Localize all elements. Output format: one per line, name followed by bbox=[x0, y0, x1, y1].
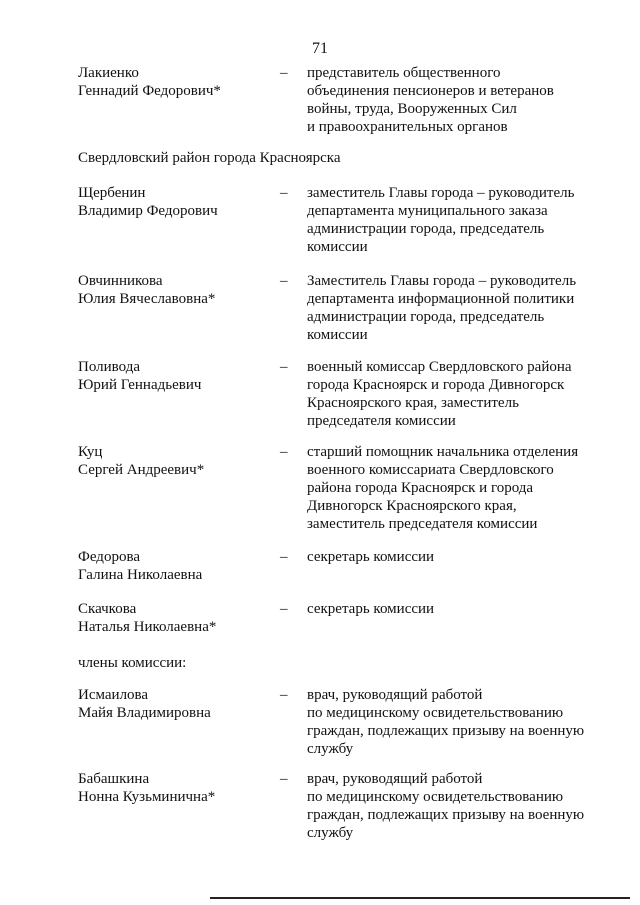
role-line: заместитель председателя комиссии bbox=[307, 516, 538, 532]
member-surname: Овчинникова bbox=[78, 273, 163, 289]
role-line: военный комиссар Свердловского района bbox=[307, 359, 572, 375]
dash: – bbox=[280, 601, 288, 617]
member-given-names: Владимир Федорович bbox=[78, 203, 218, 219]
role-line: Заместитель Главы города – руководитель bbox=[307, 273, 577, 289]
member-surname: Бабашкина bbox=[78, 771, 150, 787]
member-name bbox=[78, 686, 278, 722]
dash: – bbox=[280, 771, 288, 787]
dash: – bbox=[280, 444, 288, 460]
role-line: службу bbox=[307, 825, 354, 841]
role-line: по медицинскому освидетельствованию bbox=[307, 789, 564, 805]
district-heading: Свердловский район города Красноярска bbox=[78, 150, 341, 166]
role-line: администрации города, председатель bbox=[307, 309, 545, 325]
member-role bbox=[307, 548, 607, 566]
member-surname: Поливода bbox=[78, 359, 140, 375]
member-surname: Федорова bbox=[78, 549, 140, 565]
member-surname: Исмаилова bbox=[78, 687, 149, 703]
role-line: граждан, подлежащих призыву на военную bbox=[307, 807, 585, 823]
member-role bbox=[307, 600, 607, 618]
role-line: старший помощник начальника отделения bbox=[307, 444, 579, 460]
role-line: врач, руководящий работой bbox=[307, 771, 483, 787]
role-line: администрации города, председатель bbox=[307, 221, 545, 237]
role-line: комиссии bbox=[307, 239, 368, 255]
member-role bbox=[307, 358, 607, 430]
member-name bbox=[78, 770, 278, 806]
dash: – bbox=[280, 549, 288, 565]
member-surname: Куц bbox=[78, 444, 103, 460]
role-line: секретарь комиссии bbox=[307, 601, 435, 617]
role-line: города Красноярск и города Дивногорск bbox=[307, 377, 565, 393]
role-line: Красноярского края, заместитель bbox=[307, 395, 519, 411]
role-line: департамента муниципального заказа bbox=[307, 203, 548, 219]
role-line: граждан, подлежащих призыву на военную bbox=[307, 723, 585, 739]
member-surname: Щербенин bbox=[78, 185, 146, 201]
member-role bbox=[307, 64, 607, 136]
dash: – bbox=[280, 273, 288, 289]
member-name bbox=[78, 64, 278, 100]
dash: – bbox=[280, 359, 288, 375]
member-surname: Лакиенко bbox=[78, 65, 139, 81]
member-given-names: Галина Николаевна bbox=[78, 567, 203, 583]
member-role bbox=[307, 686, 607, 758]
role-line: военного комиссариата Свердловского bbox=[307, 462, 554, 478]
member-given-names: Геннадий Федорович* bbox=[78, 83, 221, 99]
role-line: Дивногорск Красноярского края, bbox=[307, 498, 517, 514]
member-name bbox=[78, 358, 278, 394]
member-name bbox=[78, 600, 278, 636]
dash: – bbox=[280, 687, 288, 703]
role-line: района города Красноярск и города bbox=[307, 480, 534, 496]
member-role bbox=[307, 443, 607, 533]
member-role bbox=[307, 770, 607, 842]
dash: – bbox=[280, 65, 288, 81]
member-role bbox=[307, 184, 607, 256]
member-name bbox=[78, 184, 278, 220]
role-line: председателя комиссии bbox=[307, 413, 456, 429]
role-line: комиссии bbox=[307, 327, 368, 343]
role-line: объединения пенсионеров и ветеранов bbox=[307, 83, 554, 99]
member-given-names: Юрий Геннадьевич bbox=[78, 377, 202, 393]
role-line: службу bbox=[307, 741, 354, 757]
member-given-names: Нонна Кузьминична* bbox=[78, 789, 216, 805]
member-given-names: Майя Владимировна bbox=[78, 705, 211, 721]
bottom-rule bbox=[210, 897, 630, 899]
page-number: 71 bbox=[312, 40, 328, 57]
role-line: войны, труда, Вооруженных Сил bbox=[307, 101, 517, 117]
member-surname: Скачкова bbox=[78, 601, 137, 617]
dash: – bbox=[280, 185, 288, 201]
member-name bbox=[78, 443, 278, 479]
role-line: департамента информационной политики bbox=[307, 291, 575, 307]
role-line: и правоохранительных органов bbox=[307, 119, 508, 135]
role-line: заместитель Главы города – руководитель bbox=[307, 185, 575, 201]
member-name bbox=[78, 272, 278, 308]
role-line: врач, руководящий работой bbox=[307, 687, 483, 703]
member-given-names: Юлия Вячеславовна* bbox=[78, 291, 216, 307]
role-line: секретарь комиссии bbox=[307, 549, 435, 565]
member-given-names: Сергей Андреевич* bbox=[78, 462, 205, 478]
members-heading: члены комиссии: bbox=[78, 655, 187, 671]
role-line: представитель общественного bbox=[307, 65, 501, 81]
member-name bbox=[78, 548, 278, 584]
role-line: по медицинскому освидетельствованию bbox=[307, 705, 564, 721]
member-given-names: Наталья Николаевна* bbox=[78, 619, 217, 635]
member-role bbox=[307, 272, 607, 344]
